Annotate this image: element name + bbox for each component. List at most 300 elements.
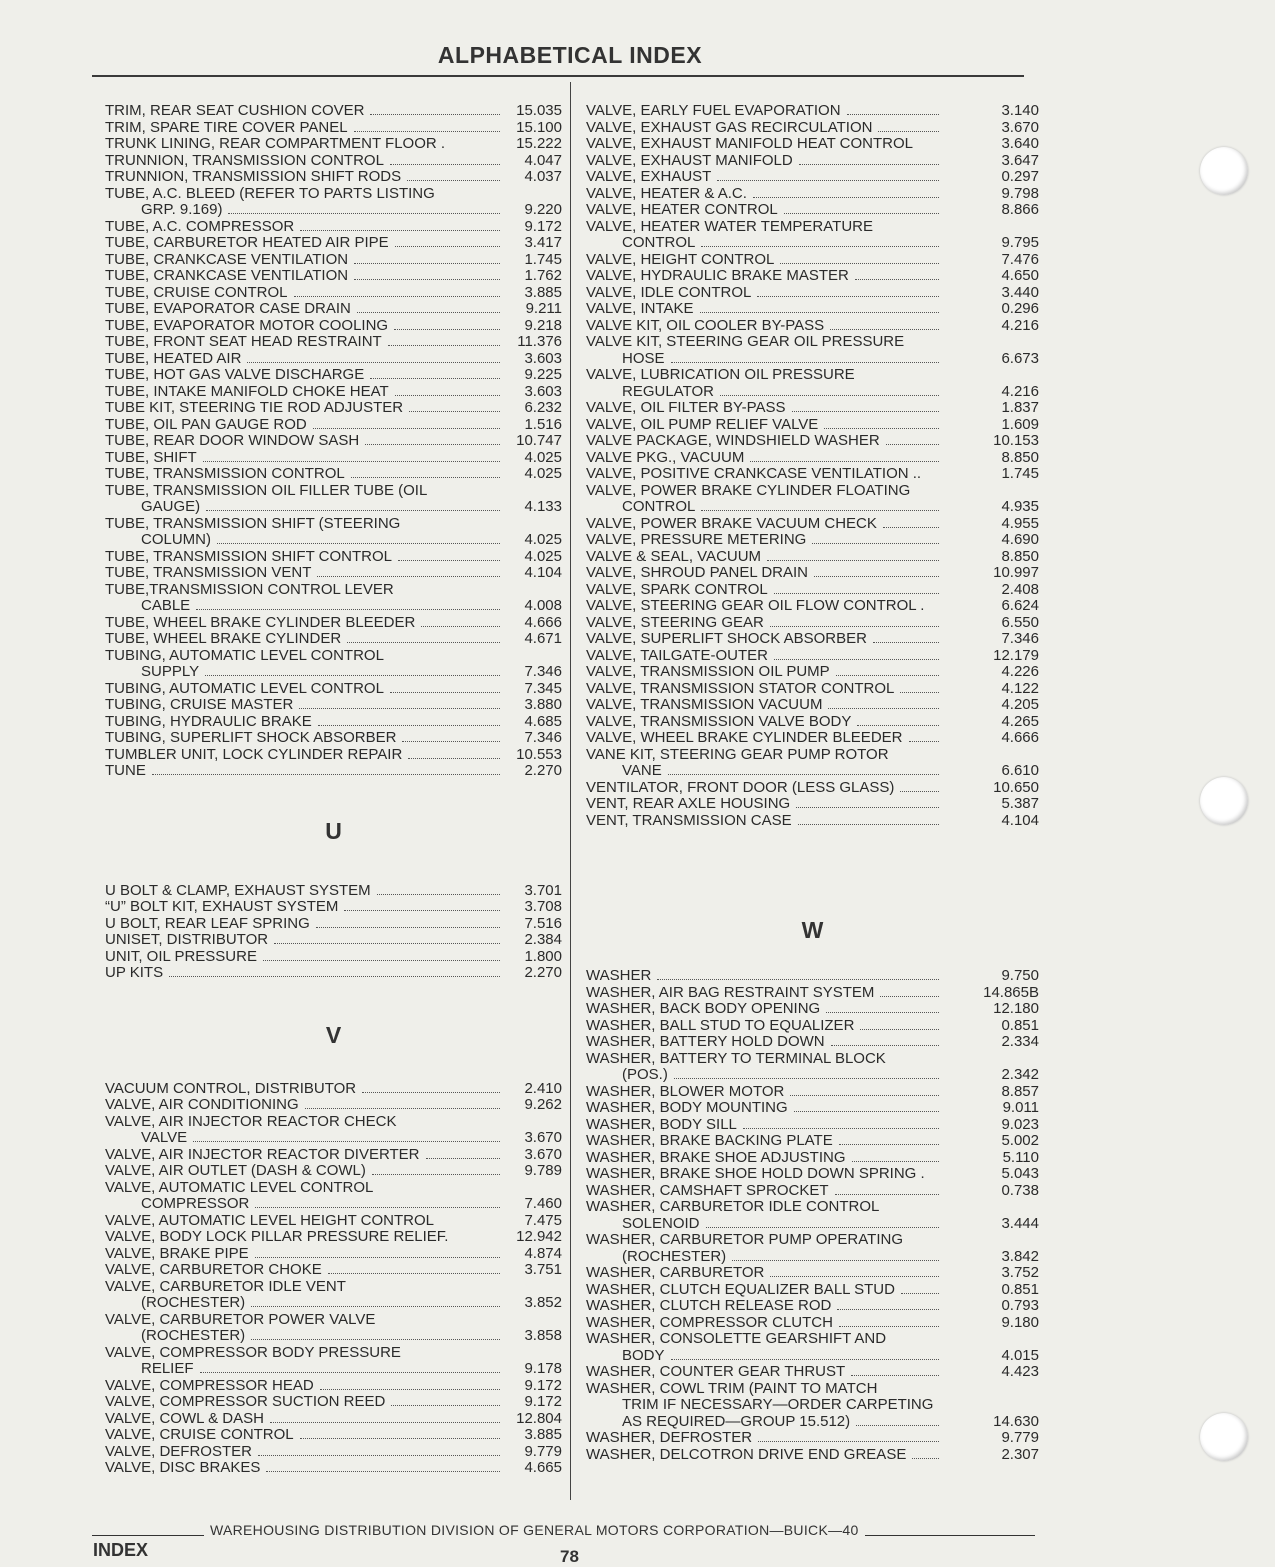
entry-name: VALVE, CRUISE CONTROL [105, 1426, 294, 1443]
entry-group-number: 9.178 [524, 1360, 562, 1377]
index-entry [586, 1282, 1039, 1299]
dot-leader [344, 899, 500, 911]
entry-group-number: 9.225 [524, 366, 562, 383]
dot-leader [860, 1018, 939, 1030]
entry-name: UNIT, OIL PRESSURE [105, 947, 257, 965]
entry-group-number: 4.205 [1001, 696, 1039, 713]
entry-group-number: 4.226 [1001, 663, 1039, 680]
entry-group-number: 4.025 [524, 531, 562, 548]
entry-name: TUBE, CRANKCASE VENTILATION [105, 267, 349, 284]
index-entry [105, 763, 562, 780]
entry-name: WASHER, CARBURETOR [586, 1264, 765, 1281]
index-entry [105, 1328, 562, 1345]
index-entry [586, 1265, 1039, 1282]
entry-group-number: 4.666 [1001, 729, 1039, 746]
entry-name: VALVE, SPARK CONTROL [586, 580, 768, 598]
dot-leader [880, 985, 939, 997]
entry-name: WASHER, AIR BAG RESTRAINT SYSTEM [586, 983, 875, 1001]
entry-name: TUBING, AUTOMATIC LEVEL CONTROL [105, 646, 384, 664]
dot-leader [743, 1117, 939, 1129]
dot-leader [701, 235, 939, 247]
dot-leader [852, 1150, 940, 1162]
index-entry [105, 136, 562, 153]
entry-group-number: 10.747 [516, 432, 562, 449]
entry-name: VALVE, BRAKE PIPE [105, 1244, 249, 1262]
index-entry [586, 186, 1039, 203]
entry-name: “U” BOLT KIT, EXHAUST SYSTEM [105, 898, 339, 915]
entry-name: TUBE, WHEEL BRAKE CYLINDER BLEEDER [105, 613, 416, 631]
index-entry [105, 565, 562, 582]
index-entry [105, 598, 562, 615]
entry-group-number: 4.650 [1001, 267, 1039, 284]
entry-group-number: 2.334 [1001, 1033, 1039, 1050]
entry-group-number: 3.640 [1001, 135, 1039, 152]
index-entry [105, 1097, 562, 1114]
entry-name: CONTROL [622, 234, 696, 251]
index-entry [105, 615, 562, 632]
entry-name: WASHER, CONSOLETTE GEARSHIFT AND [586, 1330, 887, 1347]
index-entry [586, 1249, 1039, 1266]
entry-group-number: 2.307 [1001, 1445, 1039, 1463]
index-entry [586, 1117, 1039, 1134]
entry-group-number: 6.610 [1001, 762, 1039, 779]
dot-leader [328, 1262, 500, 1274]
dot-leader [856, 1414, 939, 1426]
dot-leader [720, 384, 939, 396]
entry-name: (POS.) [622, 1066, 668, 1083]
entry-name: WASHER, BRAKE SHOE ADJUSTING [586, 1148, 846, 1166]
entry-name: TUBING, SUPERLIFT SHOCK ABSORBER [105, 729, 397, 746]
index-entry [586, 153, 1039, 170]
entry-group-number: 3.885 [524, 283, 562, 301]
index-entry [586, 103, 1039, 120]
dot-leader [251, 1295, 500, 1307]
entry-group-number: 4.665 [524, 1459, 562, 1476]
entry-group-number: 4.216 [1001, 316, 1039, 334]
index-entry [105, 932, 562, 949]
dot-leader [901, 1282, 939, 1294]
entry-group-number: 1.516 [524, 415, 562, 433]
entry-group-number: 8.850 [1001, 448, 1039, 466]
index-entry [586, 780, 1039, 797]
index-entry [586, 334, 1039, 351]
entry-name: VALVE, TRANSMISSION STATOR CONTROL [586, 679, 895, 697]
dot-leader [835, 1183, 939, 1195]
dot-leader [313, 417, 500, 429]
entry-name: TUBING, CRUISE MASTER [105, 696, 294, 713]
dot-leader [421, 615, 500, 627]
entry-group-number: 2.270 [524, 762, 562, 779]
entry-name: WASHER [586, 967, 652, 984]
entry-group-number: 9.211 [525, 300, 562, 317]
index-entry [586, 664, 1039, 681]
index-entry [105, 1114, 562, 1131]
entry-group-number: 0.851 [1001, 1280, 1039, 1298]
entry-name: TRUNNION, TRANSMISSION CONTROL [105, 151, 384, 169]
dot-leader [193, 1130, 500, 1142]
entry-group-number: 15.222 [516, 135, 562, 152]
entry-group-number: 12.804 [516, 1409, 562, 1427]
entry-group-number: 0.851 [1001, 1016, 1039, 1034]
page-number: 78 [560, 1547, 579, 1566]
entry-name: TRIM, SPARE TIRE COVER PANEL [105, 118, 348, 136]
entry-name: VALVE, DEFROSTER [105, 1442, 252, 1460]
entry-name: (ROCHESTER) [141, 1327, 246, 1344]
index-entry [586, 1232, 1039, 1249]
entry-group-number: 4.025 [524, 448, 562, 466]
dot-leader [365, 433, 500, 445]
entry-group-number: 4.037 [524, 168, 562, 185]
dot-leader [886, 433, 939, 445]
index-entry [586, 1430, 1039, 1447]
dot-leader [796, 796, 939, 808]
entry-name: VALVE, TAILGATE-OUTER [586, 646, 768, 664]
dot-leader [883, 516, 939, 528]
entry-name: TRIM IF NECESSARY—ORDER CARPETING [622, 1396, 934, 1413]
entry-group-number: 4.133 [524, 498, 562, 515]
entry-group-number: 9.798 [1001, 184, 1039, 202]
dot-leader [900, 780, 939, 792]
dot-leader [357, 301, 500, 313]
entry-group-number: 3.417 [524, 234, 562, 251]
index-entry [586, 1051, 1039, 1068]
index-entry [586, 417, 1039, 434]
dot-leader [370, 367, 500, 379]
dot-leader [767, 549, 939, 561]
dot-leader [294, 285, 500, 297]
index-entry [586, 136, 1039, 153]
entry-name: U BOLT, REAR LEAF SPRING [105, 914, 310, 932]
index-entry [586, 1331, 1039, 1348]
dot-leader [255, 1246, 500, 1258]
section-letter-w: W [801, 917, 824, 943]
entry-group-number: 4.104 [1001, 811, 1039, 829]
entry-name: VENTILATOR, FRONT DOOR (LESS GLASS) [586, 778, 895, 796]
entry-name: U BOLT & CLAMP, EXHAUST SYSTEM [105, 881, 371, 899]
entry-name: VALVE, HEATER CONTROL [586, 201, 778, 218]
entry-name: TUBE, HOT GAS VALVE DISCHARGE [105, 366, 365, 383]
entry-name: VALVE, AIR INJECTOR REACTOR CHECK [105, 1112, 397, 1130]
index-entry [586, 367, 1039, 384]
index-entry [586, 549, 1039, 566]
index-entry [586, 483, 1039, 500]
entry-group-number: 9.750 [1001, 967, 1039, 984]
entry-name: WASHER, COMPRESSOR CLUTCH [586, 1313, 833, 1331]
entry-name: VALVE, EXHAUST MANIFOLD [586, 151, 793, 169]
column-divider [570, 82, 571, 1500]
entry-group-number: 1.800 [524, 947, 562, 965]
entry-name: WASHER, CARBURETOR PUMP OPERATING [586, 1231, 903, 1248]
entry-name: TUBE, OIL PAN GAUGE ROD [105, 415, 307, 433]
entry-group-number: 4.122 [1001, 679, 1039, 697]
index-entry [586, 120, 1039, 137]
index-entry [586, 697, 1039, 714]
index-entry [586, 1315, 1039, 1332]
entry-name: TUBE, TRANSMISSION VENT [105, 564, 312, 581]
dot-leader [317, 565, 500, 577]
entry-name: TUBE, CARBURETOR HEATED AIR PIPE [105, 234, 389, 251]
dot-leader [826, 1001, 939, 1013]
entry-group-number: 9.779 [524, 1442, 562, 1460]
entry-name: WASHER, CAMSHAFT SPROCKET [586, 1181, 829, 1199]
index-entry [586, 351, 1039, 368]
entry-group-number: 1.762 [524, 267, 562, 284]
index-entry [105, 1213, 562, 1230]
index-entry [105, 697, 562, 714]
dot-leader [774, 582, 939, 594]
entry-group-number: 9.789 [524, 1162, 562, 1179]
dot-leader [274, 932, 500, 944]
entry-name: WASHER, BODY MOUNTING [586, 1099, 788, 1116]
index-entry [586, 1381, 1039, 1398]
entry-group-number: 1.745 [524, 250, 562, 268]
entry-group-number: 3.444 [1001, 1214, 1039, 1232]
index-entry [105, 1394, 562, 1411]
entry-name: VALVE PKG., VACUUM [586, 448, 745, 466]
dot-leader [258, 1444, 500, 1456]
index-entry [586, 1018, 1039, 1035]
dot-leader [814, 565, 939, 577]
dot-leader [228, 202, 500, 214]
dot-leader [753, 186, 939, 198]
index-entry [105, 1262, 562, 1279]
entry-group-number: 5.110 [1002, 1148, 1039, 1166]
entry-name: TUBE, TRANSMISSION SHIFT CONTROL [105, 547, 392, 565]
dot-leader [671, 351, 939, 363]
dot-leader [409, 400, 500, 412]
index-entry [105, 714, 562, 731]
index-entry [105, 466, 562, 483]
dot-leader [300, 1427, 500, 1439]
index-entry [105, 1246, 562, 1263]
dot-leader [200, 1361, 500, 1373]
binder-hole-bottom [1200, 1413, 1248, 1461]
dot-leader [407, 169, 500, 181]
dot-leader [402, 730, 500, 742]
footer-section-label: INDEX [93, 1540, 149, 1560]
index-entry [105, 582, 562, 599]
entry-name: VENT, REAR AXLE HOUSING [586, 795, 791, 812]
dot-leader [247, 351, 500, 363]
dot-leader [851, 1364, 939, 1376]
entry-name: VALVE, STEERING GEAR OIL FLOW CONTROL . [586, 597, 925, 614]
entry-group-number: 5.002 [1001, 1132, 1039, 1149]
index-entry [586, 1216, 1039, 1233]
index-entry [105, 219, 562, 236]
index-entry [105, 1460, 562, 1477]
entry-name: VALVE, EARLY FUEL EVAPORATION [586, 102, 841, 119]
index-entry [586, 499, 1039, 516]
index-entry [105, 367, 562, 384]
entry-name: SUPPLY [141, 663, 200, 680]
dot-leader [203, 450, 500, 462]
dot-leader [701, 499, 939, 511]
entry-name: VALVE, CARBURETOR CHOKE [105, 1261, 322, 1278]
index-entry [586, 582, 1039, 599]
dot-leader [798, 813, 939, 825]
entry-group-number: 3.880 [524, 696, 562, 713]
entry-group-number: 3.670 [1001, 118, 1039, 136]
index-entry [105, 1312, 562, 1329]
index-entry [586, 1298, 1039, 1315]
entry-group-number: 2.342 [1001, 1066, 1039, 1083]
entry-group-number: 9.172 [524, 217, 562, 235]
entry-name: VALVE, AUTOMATIC LEVEL CONTROL [105, 1178, 374, 1196]
dot-leader [351, 466, 500, 478]
entry-name: VALVE, COMPRESSOR HEAD [105, 1376, 314, 1394]
entry-name: TRUNNION, TRANSMISSION SHIFT RODS [105, 168, 402, 185]
dot-leader [757, 285, 939, 297]
entry-name: TUBE, EVAPORATOR MOTOR COOLING [105, 316, 389, 334]
dot-leader [408, 747, 500, 759]
index-entry [105, 747, 562, 764]
index-entry [586, 598, 1039, 615]
index-entry [586, 1001, 1039, 1018]
entry-group-number: 4.008 [524, 597, 562, 614]
entry-name: VALVE, TRANSMISSION VACUUM [586, 696, 823, 713]
entry-group-number: 1.745 [1001, 465, 1039, 482]
index-entry [586, 1067, 1039, 1084]
entry-group-number: 3.603 [524, 349, 562, 367]
entry-name: TUBE, TRANSMISSION OIL FILLER TUBE (OIL [105, 481, 428, 499]
index-entry [586, 252, 1039, 269]
index-entry [586, 516, 1039, 533]
entry-name: TUBE, CRUISE CONTROL [105, 283, 288, 301]
entry-name: VALVE, TRANSMISSION OIL PUMP [586, 663, 830, 680]
index-entry [105, 252, 562, 269]
index-entry [586, 1183, 1039, 1200]
dot-leader [828, 697, 939, 709]
entry-name: BODY [622, 1346, 665, 1364]
index-entry [105, 1196, 562, 1213]
dot-leader [758, 1430, 939, 1442]
entry-name: WASHER, DEFROSTER [586, 1429, 753, 1446]
index-entry [586, 1447, 1039, 1464]
index-entry [586, 730, 1039, 747]
dot-leader [847, 103, 939, 115]
index-entry [586, 763, 1039, 780]
entry-group-number: 3.708 [524, 898, 562, 915]
entry-group-number: 9.220 [524, 201, 562, 218]
index-entry [586, 1199, 1039, 1216]
index-entry [105, 648, 562, 665]
entry-name: VALVE, TRANSMISSION VALVE BODY [586, 712, 852, 730]
entry-name: WASHER, COWL TRIM (PAINT TO MATCH [586, 1379, 878, 1397]
index-entry [105, 450, 562, 467]
entry-group-number: 7.475 [524, 1211, 562, 1229]
index-entry [105, 153, 562, 170]
entry-name: VALVE, COMPRESSOR BODY PRESSURE [105, 1343, 401, 1361]
index-entry [105, 631, 562, 648]
index-entry [586, 1414, 1039, 1431]
entry-group-number: 4.955 [1001, 514, 1039, 532]
entry-name: HOSE [622, 349, 665, 367]
dot-leader [657, 968, 939, 980]
entry-group-number: 4.690 [1001, 531, 1039, 548]
dot-leader [855, 268, 939, 280]
index-entry [586, 714, 1039, 731]
index-entry [105, 186, 562, 203]
entry-group-number: 14.865B [983, 983, 1039, 1001]
entry-group-number: 11.376 [517, 333, 562, 350]
entry-name: RELIEF [141, 1360, 194, 1377]
index-entry [105, 285, 562, 302]
dot-leader [266, 1460, 500, 1472]
entry-group-number: 9.023 [1001, 1115, 1039, 1133]
entry-name: WASHER, CARBURETOR IDLE CONTROL [586, 1198, 880, 1215]
entry-group-number: 2.410 [524, 1079, 562, 1097]
footer-rule-left [92, 1535, 204, 1536]
entry-name: VALVE, HEATER & A.C. [586, 184, 747, 202]
entry-name: WASHER, CLUTCH RELEASE ROD [586, 1297, 832, 1314]
index-entry [586, 1348, 1039, 1365]
dot-leader [839, 1315, 939, 1327]
dot-leader [812, 532, 939, 544]
index-entry [105, 549, 562, 566]
entry-group-number: 4.874 [524, 1244, 562, 1262]
entry-group-number: 0.297 [1001, 168, 1039, 185]
binder-hole-top [1200, 147, 1248, 195]
index-entry [105, 334, 562, 351]
index-entry [105, 730, 562, 747]
dot-leader [830, 318, 939, 330]
index-entry [586, 985, 1039, 1002]
index-entry [105, 1130, 562, 1147]
entry-group-number: 0.296 [1001, 300, 1039, 317]
index-entry [105, 400, 562, 417]
entry-name: VALVE, STEERING GEAR [586, 613, 764, 631]
dot-leader [205, 664, 500, 676]
index-entry [586, 450, 1039, 467]
section-letter-u: U [325, 817, 342, 844]
entry-group-number: 5.043 [1001, 1165, 1039, 1182]
right-index-column [586, 103, 1039, 1463]
entry-group-number: 1.837 [1001, 399, 1039, 416]
entry-name: VALVE, COMPRESSOR SUCTION REED [105, 1393, 386, 1410]
entry-name: TUNE [105, 762, 146, 779]
entry-name: REGULATOR [622, 382, 714, 400]
dot-leader [674, 1067, 939, 1079]
entry-group-number: 8.857 [1001, 1082, 1039, 1100]
entry-name: VALVE, CARBURETOR IDLE VENT [105, 1277, 346, 1295]
entry-name: VALVE, HEIGHT CONTROL [586, 250, 775, 268]
index-entry [586, 1150, 1039, 1167]
entry-group-number: 10.650 [993, 778, 1039, 796]
entry-name: VALVE, DISC BRAKES [105, 1459, 261, 1476]
index-entry [105, 1411, 562, 1428]
dot-leader [394, 318, 500, 330]
index-entry [105, 916, 562, 933]
index-entry [105, 681, 562, 698]
entry-group-number: 2.270 [524, 964, 562, 981]
entry-name: VALVE, HEATER WATER TEMPERATURE [586, 217, 873, 235]
entry-name: GAUGE) [141, 498, 201, 515]
index-entry [105, 949, 562, 966]
index-entry [586, 285, 1039, 302]
entry-name: VALVE, BODY LOCK PILLAR PRESSURE RELIEF. [105, 1228, 449, 1245]
index-entry [586, 565, 1039, 582]
entry-group-number: 4.047 [524, 151, 562, 169]
entry-group-number: 4.015 [1001, 1346, 1039, 1364]
page-title: ALPHABETICAL INDEX [437, 42, 703, 68]
entry-name: TUBE, EVAPORATOR CASE DRAIN [105, 300, 351, 317]
index-entry [105, 268, 562, 285]
entry-group-number: 3.852 [524, 1294, 562, 1311]
entry-name: TUBE, TRANSMISSION CONTROL [105, 465, 345, 482]
entry-name: COLUMN) [141, 531, 211, 548]
entry-group-number: 3.140 [1001, 102, 1039, 119]
footer-publisher-line [92, 1520, 1035, 1540]
